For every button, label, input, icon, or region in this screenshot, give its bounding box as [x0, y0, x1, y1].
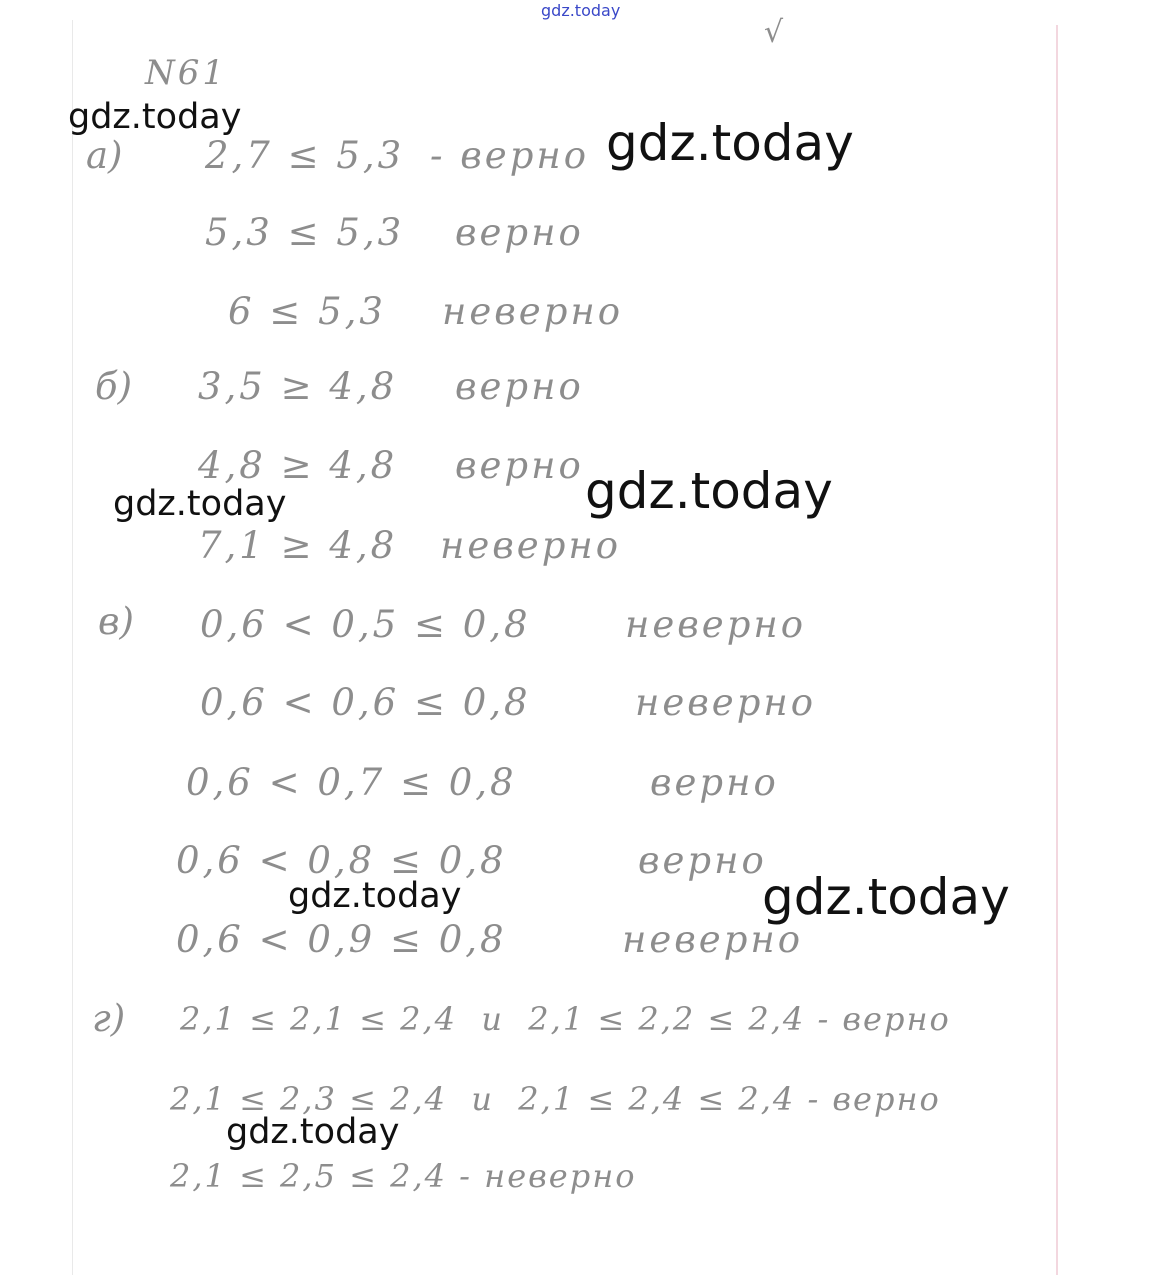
section-b-verdict-3: неверно	[440, 524, 622, 567]
section-v-expr-3: 0,6 < 0,7 ≤ 0,8	[186, 761, 517, 804]
section-b-expr-2: 4,8 ≥ 4,8	[198, 444, 398, 487]
section-v-verdict-5: неверно	[622, 918, 804, 961]
section-v-expr-5: 0,6 < 0,9 ≤ 0,8	[176, 918, 507, 961]
section-g-label: г)	[92, 997, 126, 1040]
section-v-expr-4: 0,6 < 0,8 ≤ 0,8	[176, 839, 507, 882]
section-b-expr-3: 7,1 ≥ 4,8	[198, 524, 398, 567]
section-a-expr-3: 6 ≤ 5,3	[228, 290, 386, 333]
section-v-verdict-2: неверно	[635, 681, 817, 724]
section-a-expr-2: 5,3 ≤ 5,3	[205, 211, 405, 254]
section-v-verdict-1: неверно	[625, 603, 807, 646]
watermark-4: gdz.today	[113, 484, 287, 524]
watermark-2: gdz.today	[606, 114, 854, 172]
section-b-verdict-2: верно	[455, 444, 584, 487]
section-v-label: в)	[98, 600, 134, 643]
section-b-verdict-1: верно	[455, 365, 584, 408]
watermark-3: gdz.today	[585, 462, 833, 520]
watermark-6: gdz.today	[288, 876, 462, 916]
section-v-expr-2: 0,6 < 0,6 ≤ 0,8	[200, 681, 531, 724]
section-a-verdict-3: неверно	[442, 290, 624, 333]
section-a-label: а)	[86, 134, 123, 177]
section-g-line-2: 2,1 ≤ 2,3 ≤ 2,4 и 2,1 ≤ 2,4 ≤ 2,4 - верно	[170, 1080, 941, 1118]
section-b-expr-1: 3,5 ≥ 4,8	[198, 365, 398, 408]
watermark-top: gdz.today	[541, 1, 621, 20]
section-b-label: б)	[95, 365, 133, 408]
watermark-7: gdz.today	[226, 1112, 400, 1152]
section-v-verdict-3: верно	[650, 761, 779, 804]
section-a-verdict-1: - верно	[430, 134, 590, 177]
section-g-line-1: 2,1 ≤ 2,1 ≤ 2,4 и 2,1 ≤ 2,2 ≤ 2,4 - верно	[180, 1000, 951, 1038]
section-v-expr-1: 0,6 < 0,5 ≤ 0,8	[200, 603, 531, 646]
watermark-5: gdz.today	[762, 868, 1010, 926]
section-a-verdict-2: верно	[455, 211, 584, 254]
section-a-expr-1: 2,7 ≤ 5,3	[205, 134, 405, 177]
right-margin-line	[1056, 25, 1058, 1275]
left-margin-line	[72, 20, 73, 1275]
section-g-line-3: 2,1 ≤ 2,5 ≤ 2,4 - неверно	[170, 1157, 637, 1195]
check-mark-icon: √	[764, 15, 787, 50]
section-v-verdict-4: верно	[638, 839, 767, 882]
watermark-1: gdz.today	[68, 97, 242, 137]
problem-number: N61	[145, 53, 228, 93]
